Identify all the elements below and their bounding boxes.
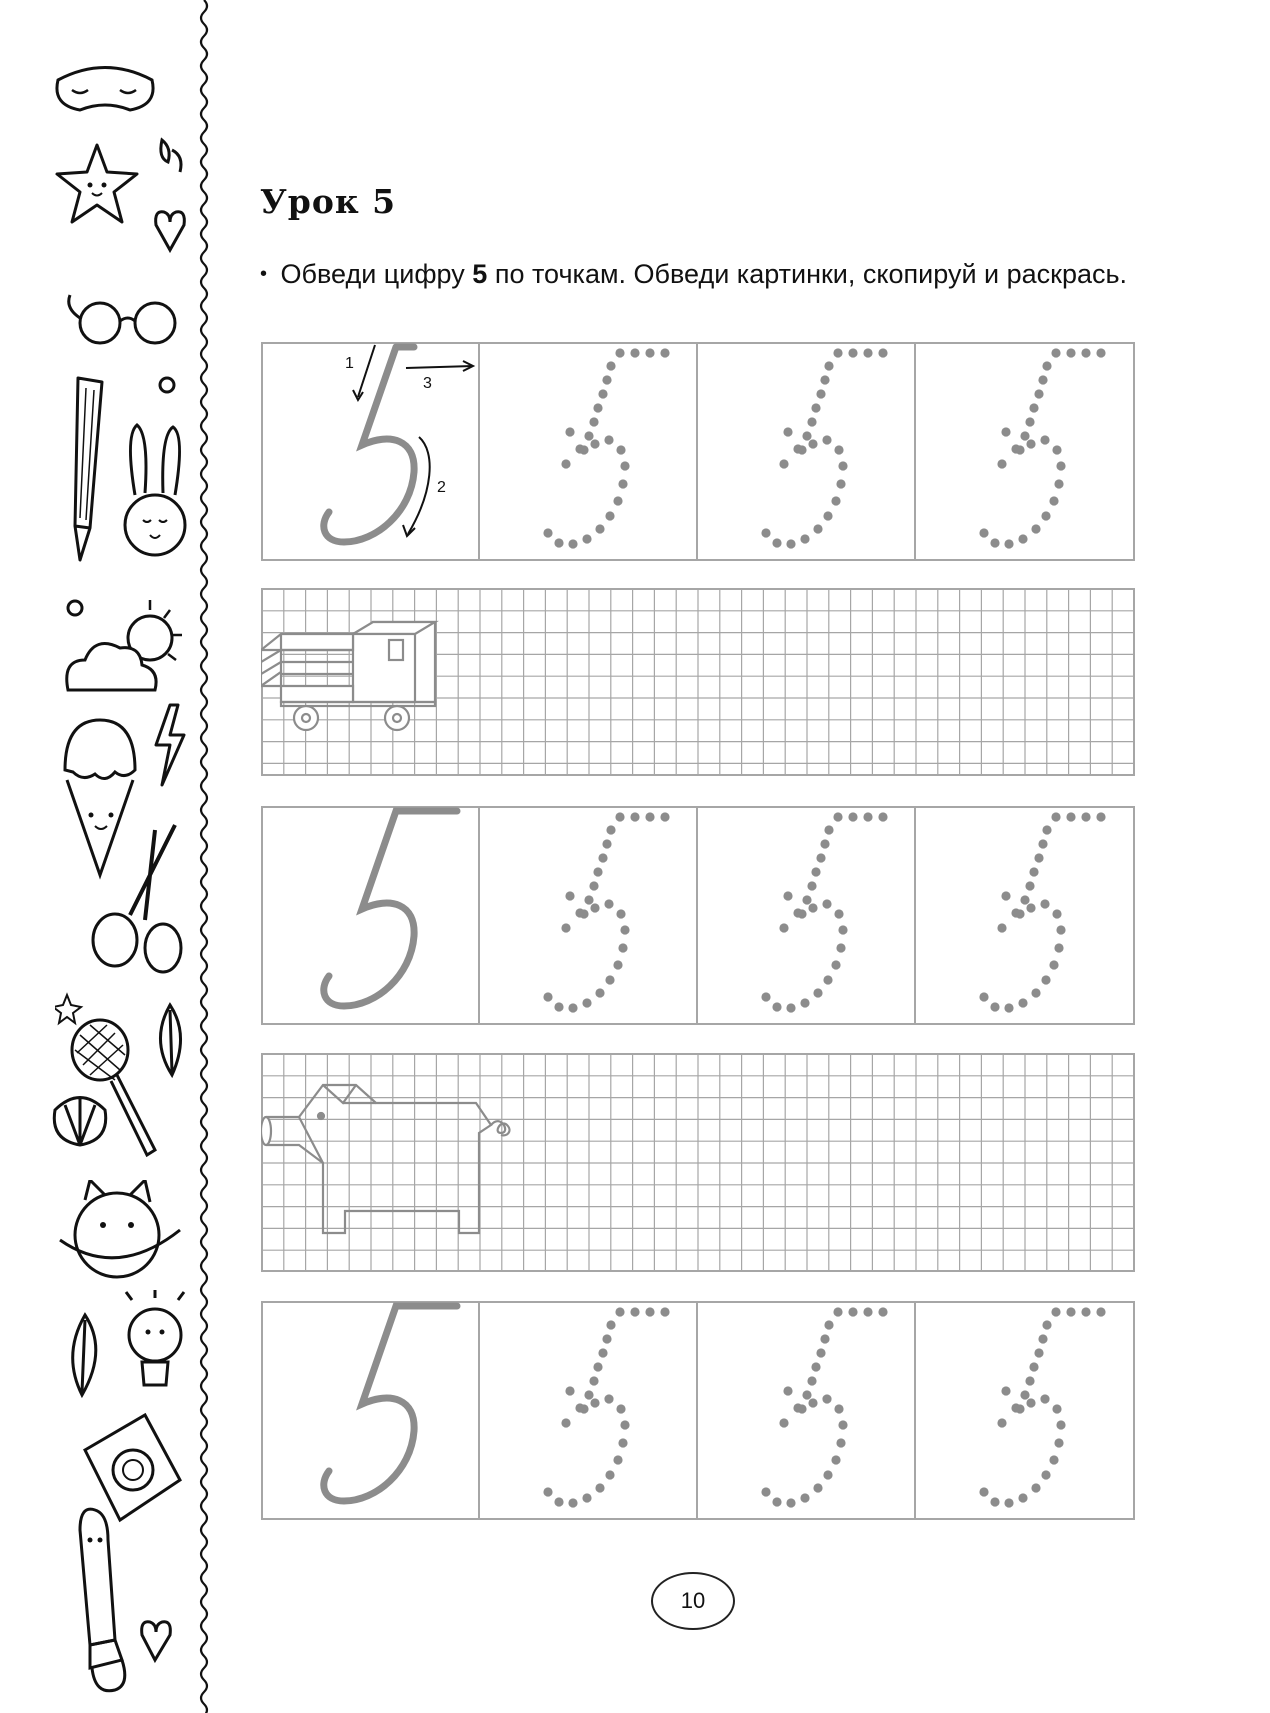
shell-icon xyxy=(50,1085,110,1155)
sample-digit-5 xyxy=(324,1306,457,1501)
grid-truck[interactable] xyxy=(261,588,1135,776)
sun-cloud-icon xyxy=(60,590,190,700)
traced-digit-3[interactable] xyxy=(979,1307,1105,1507)
pig-picture xyxy=(261,1085,509,1233)
heart-icon xyxy=(150,130,190,260)
pencil-icon xyxy=(60,368,120,568)
digit-row-1 xyxy=(261,342,1135,561)
traced-digit-2[interactable] xyxy=(761,1307,887,1507)
traced-digit-2[interactable] xyxy=(761,812,887,1012)
leaf-icon xyxy=(60,1310,110,1400)
instruction-digit: 5 xyxy=(472,259,488,289)
sleep-mask-icon xyxy=(50,60,160,120)
traced-digit-2[interactable] xyxy=(761,348,887,548)
leaf-icon xyxy=(150,1000,190,1080)
sample-digit-5 xyxy=(324,347,414,542)
stroke-number-2: 2 xyxy=(437,479,446,496)
page-border-zigzag xyxy=(196,0,212,1713)
digit-row-2 xyxy=(261,806,1135,1025)
lightbulb-icon xyxy=(120,1290,190,1410)
cat-planet-icon xyxy=(55,1180,185,1290)
lightning-icon xyxy=(150,700,190,790)
traced-digit-3[interactable] xyxy=(979,812,1105,1012)
scissors-icon xyxy=(85,820,195,980)
star-icon xyxy=(52,140,142,230)
instruction-pre: Обведи цифру xyxy=(280,259,465,289)
instruction-text xyxy=(260,254,1140,294)
stroke-number-3: 3 xyxy=(423,375,432,392)
digit-row-3 xyxy=(261,1301,1135,1520)
sample-digit-5 xyxy=(324,811,457,1006)
lesson-title: Урок 5 xyxy=(260,182,397,221)
traced-digit-1[interactable] xyxy=(543,812,669,1012)
grid-lines xyxy=(262,1054,1134,1271)
bunny-icon xyxy=(115,375,195,565)
paintbrush-icon xyxy=(60,1500,190,1700)
glasses-icon xyxy=(60,283,190,353)
stroke-number-1: 1 xyxy=(345,355,354,372)
traced-digit-1[interactable] xyxy=(543,348,669,548)
doodle-column xyxy=(0,0,205,1713)
page-number: 10 xyxy=(651,1572,735,1630)
grid-pig[interactable] xyxy=(261,1053,1135,1272)
instruction-bullet: • xyxy=(260,263,268,285)
instruction-post: по точкам. Обведи картинки, скопируй и раскрась. xyxy=(494,259,1128,289)
traced-digit-3[interactable] xyxy=(979,348,1105,548)
traced-digit-1[interactable] xyxy=(543,1307,669,1507)
